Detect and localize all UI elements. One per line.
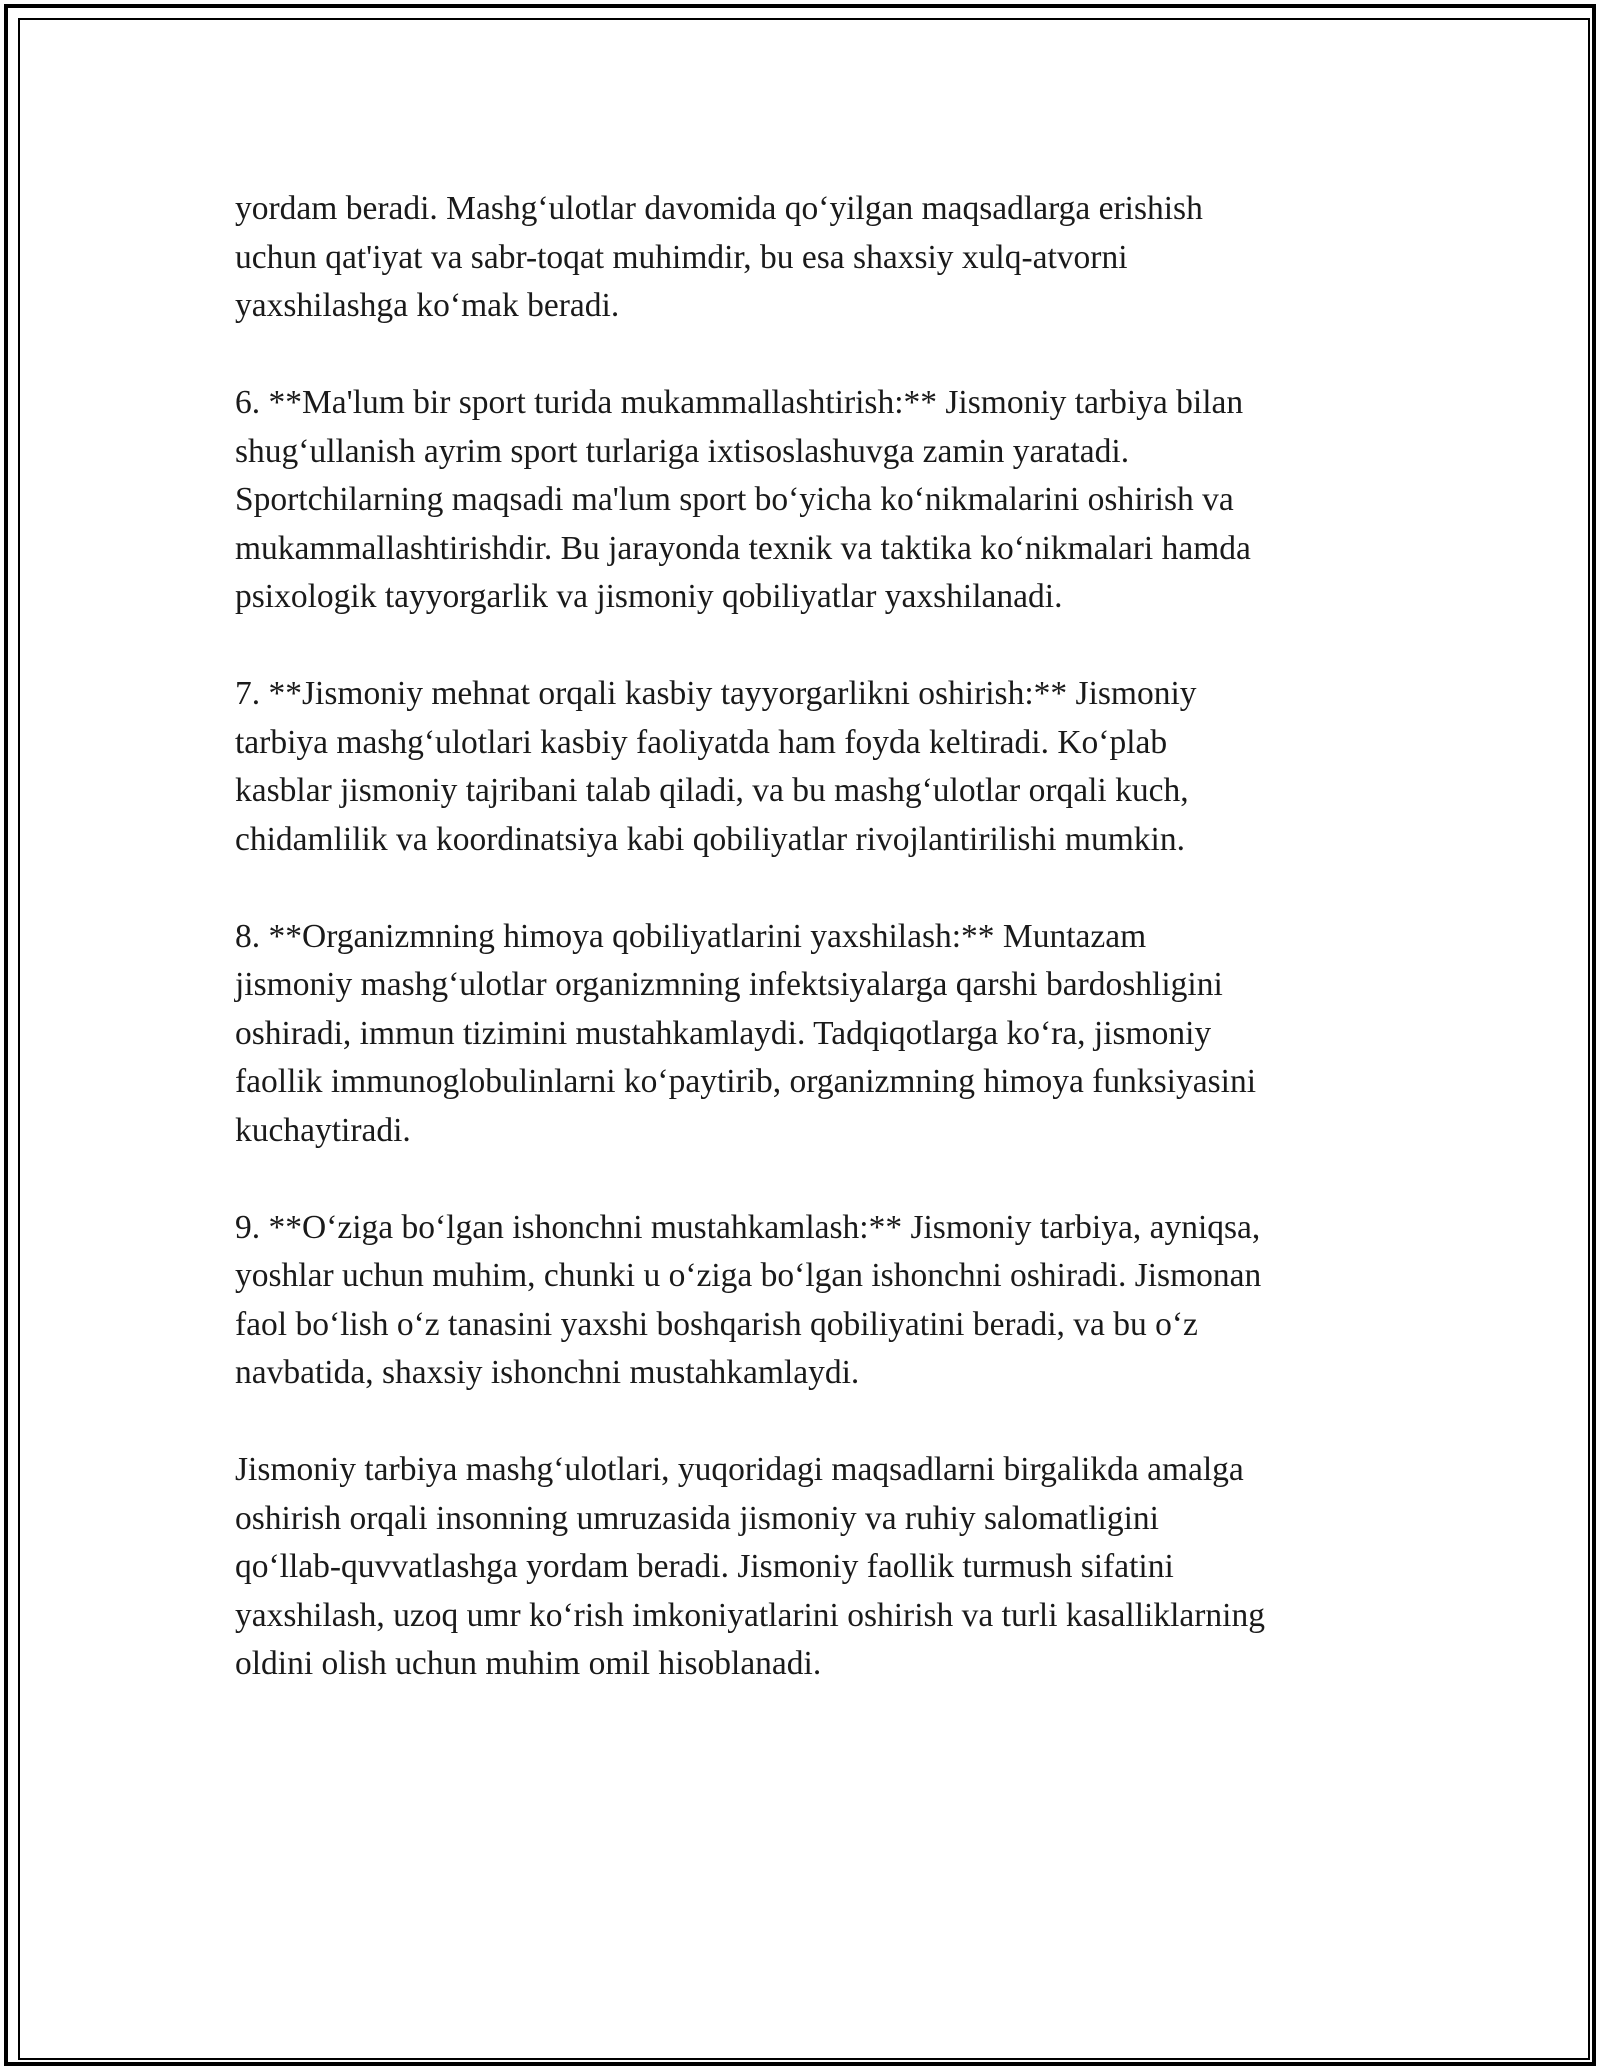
- document-body: [235, 185, 1365, 1737]
- paragraph-item-9: 9. **O‘ziga bo‘lgan ishonchni mustahkamlash:** Jismoniy tarbiya, ayniqsa, yoshlar uchun muhim, chunki u o‘ziga bo‘lgan ishonchni oshiradi. Jismonan faol bo‘lish o‘z tanasini yaxshi boshqarish qobiliyatini beradi, va bu o‘z navbatida, shaxsiy ishonchni mustahkamlaydi.: [235, 1208, 1262, 1391]
- paragraph-item-6: 6. **Ma'lum bir sport turida mukammallashtirish:** Jismoniy tarbiya bilan shug‘ullanish ayrim sport turlariga ixtisoslashuvga zamin yaratadi. Sportchilarning maqsadi ma'lum sport bo‘yicha ko‘nikmalarini oshirish va mukammallashtirishdir. Bu jarayonda texnik va taktika ko‘nikmalari hamda psixologik tayyorgarlik va jismoniy qobiliyatlar yaxshilanadi.: [235, 384, 1251, 615]
- paragraph-item-7: 7. **Jismoniy mehnat orqali kasbiy tayyorgarlikni oshirish:** Jismoniy tarbiya mashg‘ulotlari kasbiy faoliyatda ham foyda keltiradi. Ko‘plab kasblar jismoniy tajribani talab qiladi, va bu mashg‘ulotlar orqali kuch, chidamlilik va koordinatsiya kabi qobiliyatlar rivojlantirilishi mumkin.: [235, 675, 1197, 858]
- paragraph-continuation: yordam beradi. Mashg‘ulotlar davomida qo‘yilgan maqsadlarga erishish uchun qat'iyat va sabr-toqat muhimdir, bu esa shaxsiy xulq-atvorni yaxshilashga ko‘mak beradi.: [235, 190, 1203, 324]
- paragraph-item-8: 8. **Organizmning himoya qobiliyatlarini yaxshilash:** Muntazam jismoniy mashg‘ulotlar organizmning infektsiyalarga qarshi bardoshligini oshiradi, immun tizimini mustahkamlaydi. Tadqiqotlarga ko‘ra, jismoniy faollik immunoglobulinlarni ko‘paytirib, organizmning himoya funksiyasini kuchaytiradi.: [235, 917, 1256, 1149]
- paragraph-conclusion: Jismoniy tarbiya mashg‘ulotlari, yuqoridagi maqsadlarni birgalikda amalga oshirish orqali insonning umruzasida jismoniy va ruhiy salomatligini qo‘llab-quvvatlashga yordam beradi. Jismoniy faollik turmush sifatini yaxshilash, uzoq umr ko‘rish imkoniyatlarini oshirish va turli kasalliklarning oldini olish uchun muhim omil hisoblanadi.: [235, 1451, 1265, 1682]
